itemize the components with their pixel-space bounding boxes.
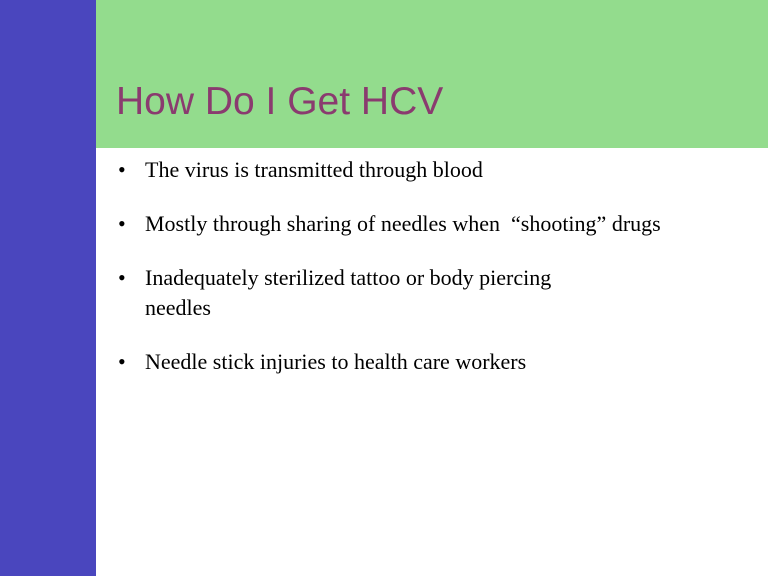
bullet-text: Needle stick injuries to health care workers <box>145 349 527 374</box>
bullet-item <box>118 155 738 185</box>
bullet-text: The virus is transmitted through blood <box>145 157 483 182</box>
bullet-item <box>118 209 715 239</box>
bullet-icon: • <box>118 265 126 290</box>
bullet-icon: • <box>118 211 126 236</box>
slide-title: How Do I Get HCV <box>116 80 444 123</box>
bullet-item <box>118 347 738 377</box>
title-band <box>96 0 768 148</box>
bullet-icon: • <box>118 157 126 182</box>
left-accent-bar <box>0 0 96 576</box>
bullet-list <box>118 155 738 401</box>
bullet-icon: • <box>118 349 126 374</box>
bullet-item <box>118 263 565 323</box>
bullet-text: Mostly through sharing of needles when “shooting” drugs <box>145 211 661 236</box>
bullet-text: Inadequately sterilized tattoo or body piercing needles <box>145 265 552 320</box>
